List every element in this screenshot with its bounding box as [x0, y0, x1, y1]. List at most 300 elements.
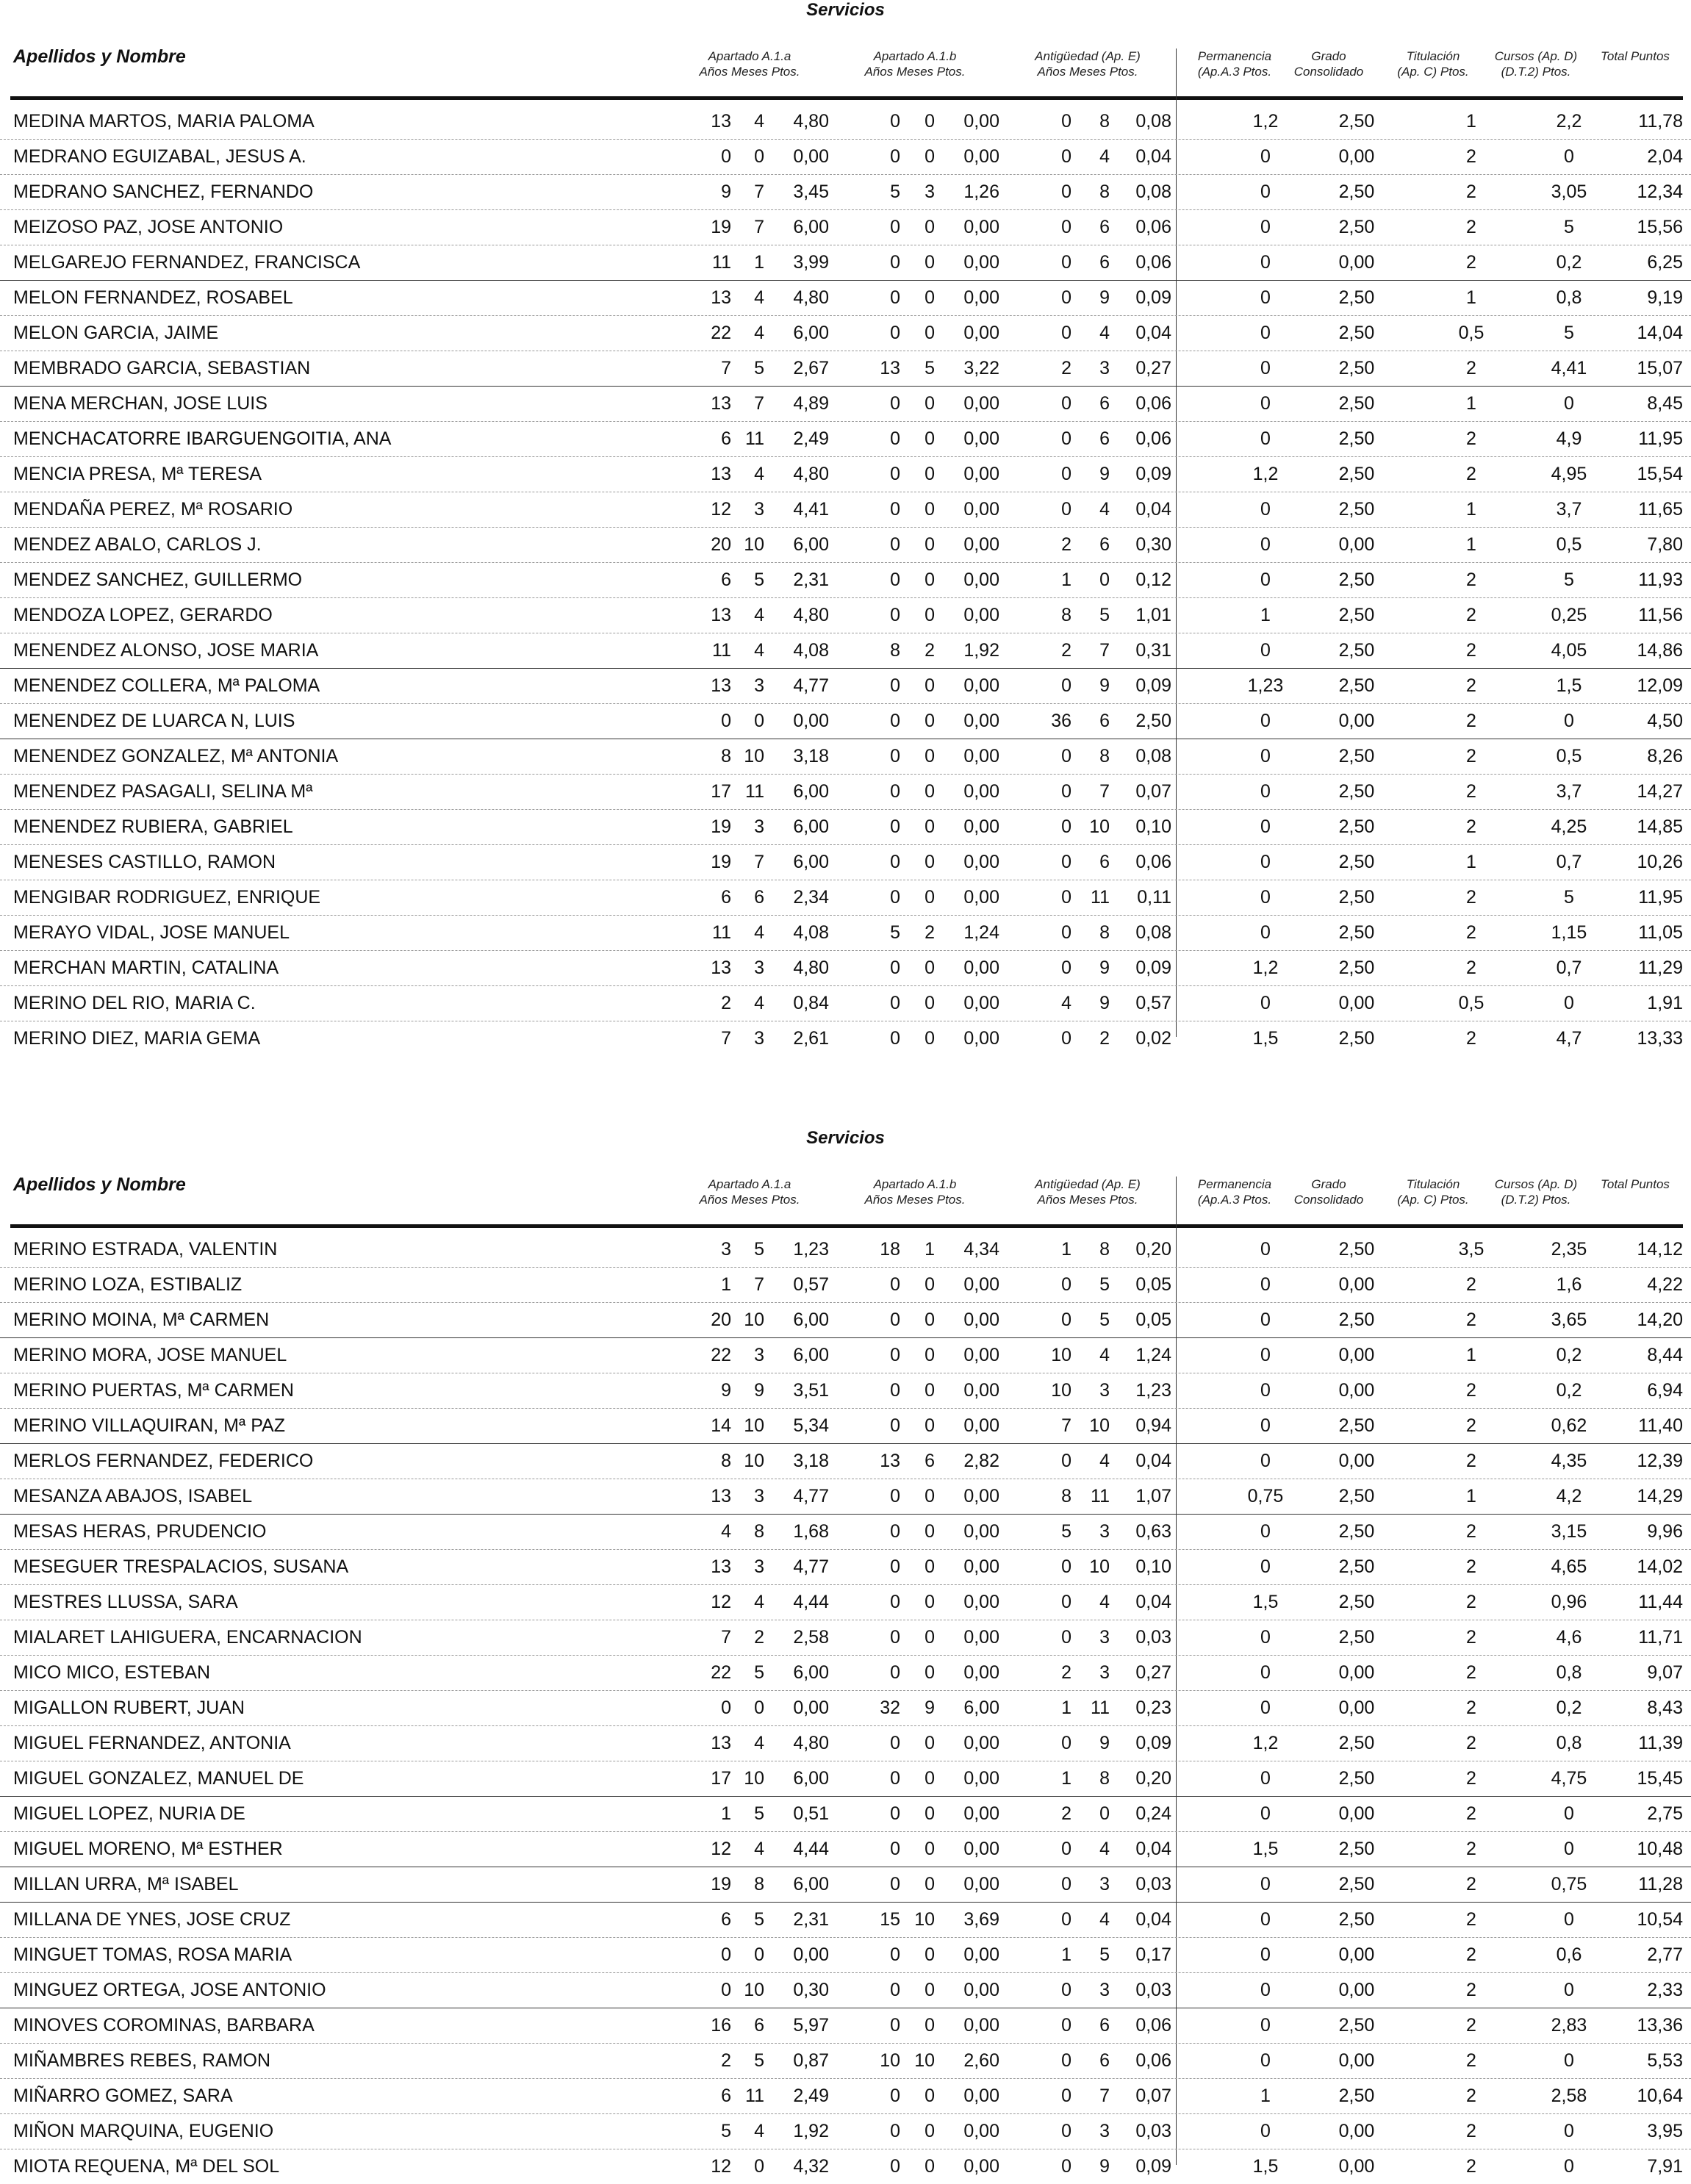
cell-tit: 2 [1466, 1839, 1476, 1859]
cell-cur: 0 [1564, 1980, 1574, 2000]
column-header-line: Permanencia [1197, 1177, 1272, 1191]
table-row [0, 986, 1691, 1021]
cell-an-m: 4 [1099, 1592, 1110, 1612]
cell-cur: 1,5 [1556, 675, 1582, 696]
cell-a1b-m: 0 [925, 1415, 935, 1436]
cell-cur: 0,25 [1551, 605, 1587, 625]
column-header-line: Titulación [1406, 49, 1460, 63]
cell-a1a-m: 6 [754, 887, 764, 908]
cell-an-m: 6 [1099, 852, 1110, 872]
cell-an-m: 6 [1099, 711, 1110, 731]
column-header-line: Total Puntos [1601, 49, 1670, 63]
cell-tit: 2 [1466, 1451, 1476, 1471]
cell-cur: 4,35 [1551, 1451, 1587, 1471]
cell-cur: 0,2 [1556, 1698, 1582, 1718]
cell-an-m: 10 [1089, 816, 1110, 837]
cell-grado: 0,00 [1338, 1274, 1375, 1295]
table-row [0, 598, 1691, 633]
cell-tit: 2 [1466, 2121, 1476, 2141]
cell-a1a-y: 7 [721, 1028, 731, 1049]
cell-a1b-p: 0,00 [963, 1768, 999, 1789]
cell-a1b-p: 0,00 [963, 1592, 999, 1612]
cell-an-m: 4 [1099, 1345, 1110, 1365]
cell-name: MELON FERNANDEZ, ROSABEL [13, 287, 293, 308]
cell-an-y: 2 [1061, 1803, 1071, 1824]
cell-an-y: 0 [1061, 1733, 1071, 1753]
cell-tot: 14,04 [1637, 323, 1683, 343]
cell-grado: 2,50 [1338, 922, 1375, 943]
cell-tot: 11,29 [1638, 958, 1683, 978]
cell-a1a-m: 4 [754, 1733, 764, 1753]
cell-name: MERCHAN MARTIN, CATALINA [13, 958, 279, 978]
cell-tit: 2 [1466, 1310, 1476, 1330]
cell-a1b-m: 0 [925, 1592, 935, 1612]
cell-cur: 0,8 [1556, 287, 1582, 308]
cell-a1b-p: 0,00 [963, 605, 999, 625]
cell-cur: 0,8 [1556, 1733, 1582, 1753]
column-header-cursos [1481, 49, 1591, 79]
cell-an-p: 1,01 [1135, 605, 1171, 625]
cell-an-m: 0 [1099, 570, 1110, 590]
column-header-name: Apellidos y Nombre [13, 1174, 186, 1195]
cell-grado: 0,00 [1338, 1662, 1375, 1683]
column-header-line: Consolidado [1293, 65, 1364, 79]
column-header-line: (Ap.A.3 Ptos. [1197, 1193, 1272, 1207]
cell-grado: 2,50 [1338, 111, 1375, 132]
cell-grado: 2,50 [1338, 746, 1375, 766]
cell-an-m: 9 [1099, 1733, 1110, 1753]
cell-tot: 10,26 [1637, 852, 1683, 872]
table-row [0, 1550, 1691, 1585]
cell-a1b-p: 4,34 [963, 1239, 999, 1260]
cell-a1a-y: 7 [721, 358, 731, 378]
cell-a1b-y: 0 [890, 570, 900, 590]
cell-name: MERINO DIEZ, MARIA GEMA [13, 1028, 261, 1049]
cell-tit: 2 [1466, 1803, 1476, 1824]
table-row [0, 775, 1691, 810]
cell-tit: 2 [1466, 816, 1476, 837]
cell-a1a-m: 10 [744, 1980, 764, 2000]
cell-an-y: 0 [1061, 1451, 1071, 1471]
cell-a1a-m: 3 [754, 816, 764, 837]
cell-a1a-m: 3 [754, 1028, 764, 1049]
cell-an-y: 2 [1061, 640, 1071, 661]
table-row [0, 104, 1691, 140]
cell-an-m: 8 [1099, 1768, 1110, 1789]
cell-a1b-p: 0,00 [963, 2015, 999, 2036]
cell-a1b-y: 0 [890, 887, 900, 908]
cell-a1b-m: 10 [914, 1909, 935, 1930]
table-row [0, 1620, 1691, 1656]
cell-a1a-m: 1 [754, 252, 764, 273]
cell-perm: 0 [1260, 323, 1271, 343]
cell-a1b-y: 0 [890, 1768, 900, 1789]
cell-a1a-p: 6,00 [793, 852, 829, 872]
cell-tot: 14,02 [1637, 1556, 1683, 1577]
cell-a1b-y: 0 [890, 111, 900, 132]
cell-an-p: 0,06 [1135, 217, 1171, 237]
cell-tit: 2 [1466, 958, 1476, 978]
cell-a1b-p: 0,00 [963, 1944, 999, 1965]
cell-tit: 2 [1466, 1909, 1476, 1930]
cell-a1a-p: 3,51 [793, 1380, 829, 1401]
cell-cur: 4,7 [1556, 1028, 1582, 1049]
table-row [0, 316, 1691, 351]
cell-grado: 2,50 [1338, 675, 1375, 696]
cell-name: MIALARET LAHIGUERA, ENCARNACION [13, 1627, 362, 1648]
table-row [0, 1585, 1691, 1620]
cell-perm: 0 [1260, 1274, 1271, 1295]
column-header-line: Grado [1311, 49, 1346, 63]
column-header-line: Antigüedad (Ap. E) [1035, 49, 1141, 63]
cell-a1b-y: 0 [890, 1592, 900, 1612]
cell-an-y: 0 [1061, 1310, 1071, 1330]
cell-cur: 0,96 [1551, 1592, 1587, 1612]
cell-grado: 2,50 [1338, 1556, 1375, 1577]
cell-a1a-y: 12 [711, 1592, 731, 1612]
cell-a1b-p: 2,60 [963, 2050, 999, 2071]
cell-a1a-m: 0 [754, 146, 764, 167]
cell-a1a-m: 9 [754, 1380, 764, 1401]
cell-a1a-p: 1,92 [793, 2121, 829, 2141]
cell-a1b-p: 0,00 [963, 499, 999, 520]
cell-an-p: 0,07 [1135, 2086, 1171, 2106]
cell-a1b-m: 0 [925, 323, 935, 343]
cell-name: MENDEZ SANCHEZ, GUILLERMO [13, 570, 303, 590]
cell-perm: 0 [1260, 182, 1271, 202]
cell-tit: 2 [1466, 746, 1476, 766]
cell-cur: 0 [1564, 146, 1574, 167]
cell-a1a-p: 6,00 [793, 534, 829, 555]
cell-perm: 1,2 [1252, 958, 1279, 978]
cell-name: MENGIBAR RODRIGUEZ, ENRIQUE [13, 887, 321, 908]
cell-a1b-p: 0,00 [963, 323, 999, 343]
cell-an-p: 0,03 [1135, 1874, 1171, 1894]
cell-grado: 2,50 [1338, 1028, 1375, 1049]
table-row [0, 1867, 1691, 1903]
cell-a1a-m: 3 [754, 958, 764, 978]
cell-a1a-m: 8 [754, 1874, 764, 1894]
cell-an-y: 0 [1061, 428, 1071, 449]
cell-an-p: 0,04 [1135, 499, 1171, 520]
cell-grado: 0,00 [1338, 2050, 1375, 2071]
table-row [0, 1938, 1691, 1973]
cell-grado: 2,50 [1338, 358, 1375, 378]
cell-name: MENDAÑA PEREZ, Mª ROSARIO [13, 499, 293, 520]
cell-a1a-m: 7 [754, 1274, 764, 1295]
cell-a1b-p: 0,00 [963, 217, 999, 237]
cell-name: MIGUEL LOPEZ, NURIA DE [13, 1803, 245, 1824]
cell-an-m: 10 [1089, 1556, 1110, 1577]
table-row [0, 1797, 1691, 1832]
cell-an-y: 0 [1061, 675, 1071, 696]
cell-cur: 3,7 [1556, 781, 1582, 802]
cell-a1a-p: 6,00 [793, 1768, 829, 1789]
cell-tit: 2 [1466, 887, 1476, 908]
cell-an-m: 7 [1099, 640, 1110, 661]
cell-a1a-m: 4 [754, 1839, 764, 1859]
cell-a1a-y: 13 [711, 464, 731, 484]
cell-grado: 0,00 [1338, 1380, 1375, 1401]
cell-a1b-p: 0,00 [963, 464, 999, 484]
cell-a1b-p: 0,00 [963, 711, 999, 731]
cell-grado: 2,50 [1338, 393, 1375, 414]
cell-grado: 2,50 [1338, 1486, 1375, 1506]
cell-tit: 2 [1466, 1768, 1476, 1789]
cell-tot: 7,80 [1647, 534, 1683, 555]
cell-tit: 2 [1466, 252, 1476, 273]
cell-tit: 1 [1466, 1486, 1476, 1506]
cell-perm: 0 [1260, 640, 1271, 661]
cell-cur: 0 [1564, 2156, 1574, 2177]
cell-an-y: 0 [1061, 464, 1071, 484]
cell-cur: 0,6 [1556, 1944, 1582, 1965]
cell-a1a-p: 4,80 [793, 605, 829, 625]
cell-an-y: 5 [1061, 1521, 1071, 1542]
cell-a1a-p: 4,77 [793, 1556, 829, 1577]
cell-a1b-m: 0 [925, 2156, 935, 2177]
cell-name: MELGAREJO FERNANDEZ, FRANCISCA [13, 252, 361, 273]
cell-a1a-p: 2,58 [793, 1627, 829, 1648]
cell-an-m: 3 [1099, 1980, 1110, 2000]
cell-tot: 15,54 [1637, 464, 1683, 484]
table-body [0, 1232, 1691, 2184]
cell-a1b-m: 0 [925, 887, 935, 908]
table-row [0, 563, 1691, 598]
cell-a1b-p: 0,00 [963, 2121, 999, 2141]
cell-a1b-m: 0 [925, 1733, 935, 1753]
cell-a1b-p: 0,00 [963, 816, 999, 837]
cell-a1b-m: 0 [925, 146, 935, 167]
column-header-perm [1176, 49, 1293, 79]
cell-name: MENENDEZ DE LUARCA N, LUIS [13, 711, 295, 731]
cell-an-m: 8 [1099, 111, 1110, 132]
cell-perm: 0 [1260, 993, 1271, 1013]
table-row [0, 351, 1691, 387]
cell-cur: 5 [1564, 217, 1574, 237]
cell-a1b-m: 0 [925, 393, 935, 414]
cell-tit: 2 [1466, 464, 1476, 484]
cell-a1a-m: 7 [754, 217, 764, 237]
cell-cur: 4,6 [1556, 1627, 1582, 1648]
cell-a1b-y: 0 [890, 711, 900, 731]
cell-cur: 4,25 [1551, 816, 1587, 837]
cell-grado: 2,50 [1338, 852, 1375, 872]
cell-an-m: 3 [1099, 1874, 1110, 1894]
cell-name: MENENDEZ COLLERA, Mª PALOMA [13, 675, 320, 696]
cell-tot: 11,95 [1638, 428, 1683, 449]
cell-tit: 2 [1466, 2156, 1476, 2177]
cell-a1b-y: 0 [890, 1028, 900, 1049]
cell-an-y: 0 [1061, 1274, 1071, 1295]
cell-cur: 0,2 [1556, 252, 1582, 273]
cell-an-p: 0,10 [1135, 1556, 1171, 1577]
cell-an-m: 7 [1099, 781, 1110, 802]
cell-an-p: 0,07 [1135, 781, 1171, 802]
cell-name: MESEGUER TRESPALACIOS, SUSANA [13, 1556, 349, 1577]
cell-a1b-m: 0 [925, 605, 935, 625]
cell-cur: 2,35 [1551, 1239, 1587, 1260]
cell-grado: 2,50 [1338, 640, 1375, 661]
column-header-line: Consolidado [1293, 1193, 1364, 1207]
cell-a1a-y: 0 [721, 1980, 731, 2000]
cell-an-p: 0,09 [1135, 675, 1171, 696]
cell-name: MESAS HERAS, PRUDENCIO [13, 1521, 267, 1542]
cell-a1b-p: 0,00 [963, 746, 999, 766]
cell-tot: 14,85 [1637, 816, 1683, 837]
cell-an-y: 1 [1061, 570, 1071, 590]
cell-an-y: 8 [1061, 605, 1071, 625]
cell-an-p: 0,31 [1135, 640, 1171, 661]
column-header-grado [1277, 49, 1380, 79]
cell-grado: 2,50 [1338, 1415, 1375, 1436]
cell-grado: 2,50 [1338, 1239, 1375, 1260]
cell-a1a-y: 13 [711, 605, 731, 625]
cell-name: MIÑARRO GOMEZ, SARA [13, 2086, 233, 2106]
cell-a1a-p: 4,80 [793, 958, 829, 978]
cell-a1a-y: 4 [721, 1521, 731, 1542]
cell-an-p: 0,04 [1135, 323, 1171, 343]
cell-a1b-p: 0,00 [963, 111, 999, 132]
cell-name: MICO MICO, ESTEBAN [13, 1662, 211, 1683]
cell-an-p: 0,04 [1135, 1909, 1171, 1930]
cell-a1b-y: 0 [890, 1415, 900, 1436]
cell-name: MERINO VILLAQUIRAN, Mª PAZ [13, 1415, 285, 1436]
cell-perm: 0 [1260, 393, 1271, 414]
cell-an-y: 0 [1061, 816, 1071, 837]
cell-an-y: 0 [1061, 252, 1071, 273]
cell-a1a-y: 22 [711, 323, 731, 343]
cell-name: MIGUEL FERNANDEZ, ANTONIA [13, 1733, 291, 1753]
cell-grado: 2,50 [1338, 570, 1375, 590]
cell-name: MENDOZA LOPEZ, GERARDO [13, 605, 273, 625]
cell-a1b-m: 0 [925, 711, 935, 731]
cell-an-y: 1 [1061, 1944, 1071, 1965]
cell-a1b-m: 0 [925, 1028, 935, 1049]
table-row [0, 1303, 1691, 1338]
cell-a1a-y: 13 [711, 393, 731, 414]
cell-perm: 0 [1260, 252, 1271, 273]
cell-a1a-p: 0,84 [793, 993, 829, 1013]
cell-perm: 1 [1260, 2086, 1271, 2106]
cell-perm: 1,5 [1252, 1839, 1279, 1859]
column-header-a1b [841, 1177, 988, 1207]
cell-cur: 0 [1564, 393, 1574, 414]
cell-an-m: 3 [1099, 1662, 1110, 1683]
cell-an-p: 0,04 [1135, 1451, 1171, 1471]
cell-perm: 0 [1260, 887, 1271, 908]
cell-an-p: 0,06 [1135, 428, 1171, 449]
cell-a1a-y: 9 [721, 182, 731, 202]
cell-a1b-m: 9 [925, 1698, 935, 1718]
cell-a1b-y: 0 [890, 1803, 900, 1824]
cell-a1a-y: 19 [711, 852, 731, 872]
cell-perm: 0 [1260, 1662, 1271, 1683]
column-header-line: Cursos (Ap. D) [1494, 1177, 1578, 1191]
cell-perm: 0,75 [1247, 1486, 1284, 1506]
cell-a1b-p: 0,00 [963, 252, 999, 273]
cell-name: MELON GARCIA, JAIME [13, 323, 219, 343]
cell-a1a-p: 6,00 [793, 1662, 829, 1683]
cell-a1b-m: 5 [925, 358, 935, 378]
cell-an-p: 0,02 [1135, 1028, 1171, 1049]
table-row [0, 1232, 1691, 1268]
column-header-line: Años Meses Ptos. [699, 65, 800, 79]
cell-a1a-p: 6,00 [793, 217, 829, 237]
table-row [0, 1691, 1691, 1726]
cell-a1a-y: 20 [711, 1310, 731, 1330]
cell-tit: 2 [1466, 1627, 1476, 1648]
cell-cur: 1,6 [1556, 1274, 1582, 1295]
cell-name: MEMBRADO GARCIA, SEBASTIAN [13, 358, 311, 378]
cell-a1b-p: 0,00 [963, 1415, 999, 1436]
cell-an-p: 0,09 [1135, 287, 1171, 308]
cell-a1b-m: 0 [925, 816, 935, 837]
cell-tot: 10,48 [1637, 1839, 1683, 1859]
cell-an-m: 8 [1099, 1239, 1110, 1260]
section-title: Servicios [806, 1128, 885, 1148]
cell-an-p: 0,06 [1135, 252, 1171, 273]
cell-a1a-p: 0,87 [793, 2050, 829, 2071]
cell-a1a-m: 4 [754, 287, 764, 308]
cell-a1b-p: 1,92 [963, 640, 999, 661]
cell-a1a-p: 4,80 [793, 287, 829, 308]
cell-a1a-p: 4,80 [793, 464, 829, 484]
cell-tit: 2 [1466, 146, 1476, 167]
cell-a1b-y: 0 [890, 1310, 900, 1330]
cell-cur: 4,41 [1551, 358, 1587, 378]
cell-name: MESTRES LLUSSA, SARA [13, 1592, 238, 1612]
cell-tit: 2 [1466, 570, 1476, 590]
cell-tot: 15,07 [1637, 358, 1683, 378]
column-header-line: Años Meses Ptos. [699, 1193, 800, 1207]
cell-tit: 2 [1466, 2015, 1476, 2036]
cell-a1b-y: 13 [880, 1451, 900, 1471]
cell-grado: 2,50 [1338, 1874, 1375, 1894]
cell-a1b-m: 0 [925, 111, 935, 132]
cell-an-p: 0,06 [1135, 852, 1171, 872]
cell-a1b-m: 1 [925, 1239, 935, 1260]
cell-grado: 0,00 [1338, 1345, 1375, 1365]
table-row [0, 281, 1691, 316]
table-row [0, 457, 1691, 492]
cell-grado: 2,50 [1338, 323, 1375, 343]
cell-a1b-y: 0 [890, 464, 900, 484]
cell-tot: 11,95 [1638, 887, 1683, 908]
cell-a1b-p: 0,00 [963, 781, 999, 802]
cell-grado: 0,00 [1338, 146, 1375, 167]
cell-cur: 0,8 [1556, 1662, 1582, 1683]
cell-a1b-y: 0 [890, 781, 900, 802]
column-header-a1a [676, 1177, 823, 1207]
cell-a1b-y: 0 [890, 1274, 900, 1295]
cell-tot: 8,43 [1647, 1698, 1683, 1718]
cell-tot: 5,53 [1647, 2050, 1683, 2071]
cell-a1b-y: 32 [880, 1698, 900, 1718]
cell-a1a-m: 3 [754, 499, 764, 520]
cell-a1b-y: 0 [890, 1380, 900, 1401]
cell-an-p: 0,09 [1135, 1733, 1171, 1753]
cell-a1a-p: 3,18 [793, 1451, 829, 1471]
cell-an-y: 0 [1061, 1556, 1071, 1577]
cell-name: MILLAN URRA, Mª ISABEL [13, 1874, 239, 1894]
cell-a1a-m: 4 [754, 640, 764, 661]
cell-cur: 4,2 [1556, 1486, 1582, 1506]
cell-a1a-p: 0,00 [793, 146, 829, 167]
cell-an-m: 9 [1099, 2156, 1110, 2177]
cell-name: MIGUEL GONZALEZ, MANUEL DE [13, 1768, 304, 1789]
table-row [0, 1373, 1691, 1409]
